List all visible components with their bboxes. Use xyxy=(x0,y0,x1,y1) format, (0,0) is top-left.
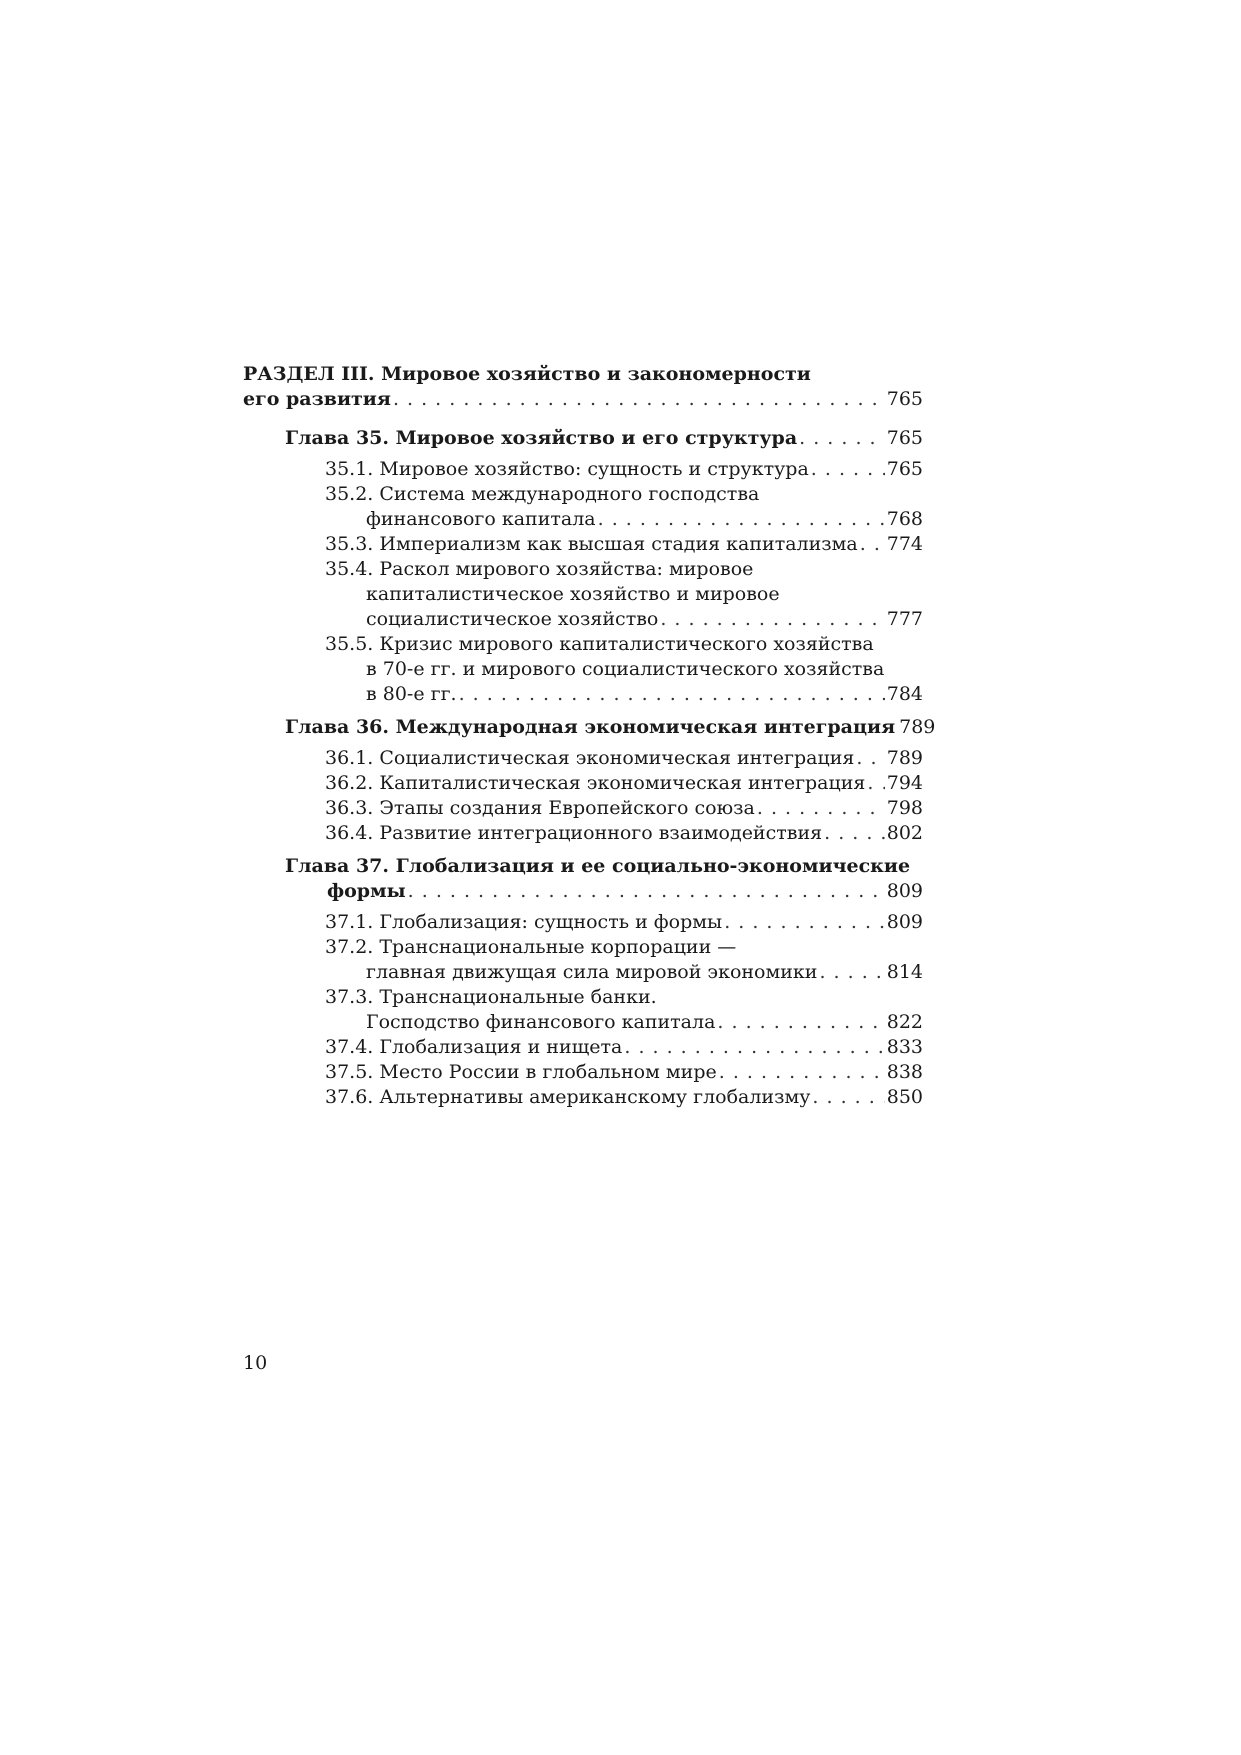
toc-item-37-5[interactable] xyxy=(325,1060,923,1085)
chapter-title: Глава 36. Международная экономическая интеграция xyxy=(285,716,896,738)
item-title: 37.2. Транснациональные корпорации — xyxy=(325,936,737,958)
item-title: 36.2. Капиталистическая экономическая интеграция xyxy=(325,772,866,794)
item-title-cont: Господство финансового капитала xyxy=(366,1011,716,1033)
item-title-cont: главная движущая сила мировой экономики xyxy=(366,961,818,983)
leader-dots xyxy=(819,960,884,985)
chapter-title-cont: формы xyxy=(327,880,406,902)
item-title: 37.1. Глобализация: сущность и формы xyxy=(325,911,723,933)
toc-item-36-2[interactable] xyxy=(325,771,923,796)
leader-dots xyxy=(867,771,884,796)
page-ref: 768 xyxy=(886,508,923,530)
item-title: 35.2. Система международного господства xyxy=(325,483,760,505)
item-title-cont: финансового капитала xyxy=(366,508,596,530)
item-title-cont: социалистическое хозяйство xyxy=(366,608,659,630)
page-ref: 850 xyxy=(886,1086,923,1108)
toc-item-36-4[interactable] xyxy=(325,821,923,846)
toc-item-37-2[interactable] xyxy=(325,935,923,985)
page-ref: 809 xyxy=(886,911,923,933)
item-title-cont: в 70-е гг. и мирового социалистического хозяйства xyxy=(366,658,885,680)
item-title: 35.1. Мировое хозяйство: сущность и структура xyxy=(325,458,809,480)
page-ref: 833 xyxy=(886,1036,923,1058)
page-ref: 774 xyxy=(886,533,923,555)
item-title: 36.3. Этапы создания Европейского союза xyxy=(325,797,755,819)
leader-dots xyxy=(856,746,884,771)
leader-dots xyxy=(719,1060,885,1085)
leader-dots xyxy=(824,821,885,846)
item-title: 37.3. Транснациональные банки. xyxy=(325,986,657,1008)
leader-dots xyxy=(724,910,885,935)
table-of-contents xyxy=(243,362,936,1110)
item-title: 37.6. Альтернативы американскому глобализму xyxy=(325,1086,811,1108)
page-ref: 809 xyxy=(886,880,923,902)
toc-item-36-1[interactable] xyxy=(325,746,923,771)
item-title: 35.5. Кризис мирового капиталистического хозяйства xyxy=(325,633,874,655)
page-ref: 794 xyxy=(886,772,923,794)
chapter-title: Глава 35. Мировое хозяйство и его структура xyxy=(285,427,798,449)
leader-dots xyxy=(408,879,885,904)
toc-item-36-3[interactable] xyxy=(325,796,923,821)
toc-item-37-3[interactable] xyxy=(325,985,923,1035)
item-title: 35.4. Раскол мирового хозяйства: мировое xyxy=(325,558,754,580)
toc-item-37-4[interactable] xyxy=(325,1035,923,1060)
toc-item-35-4[interactable] xyxy=(325,557,923,632)
page-ref: 814 xyxy=(886,961,923,983)
item-title: 37.5. Место России в глобальном мире xyxy=(325,1061,717,1083)
leader-dots xyxy=(624,1035,884,1060)
toc-item-37-1[interactable] xyxy=(325,910,923,935)
page-ref: 822 xyxy=(886,1011,923,1033)
toc-item-35-2[interactable] xyxy=(325,482,923,532)
page-number: 10 xyxy=(243,1352,268,1374)
section-title-line2: его развития xyxy=(243,388,391,410)
page-ref: 838 xyxy=(886,1061,923,1083)
item-title-cont: в 80-е гг. xyxy=(366,683,457,705)
page-ref: 765 xyxy=(886,458,923,480)
item-title: 35.3. Империализм как высшая стадия капитализма xyxy=(325,533,858,555)
toc-chapter-37[interactable] xyxy=(285,854,923,904)
toc-item-37-6[interactable] xyxy=(325,1085,923,1110)
chapter-title: Глава 37. Глобализация и ее социально-экономические xyxy=(285,855,911,877)
section-title-line1: РАЗДЕЛ III. Мировое хозяйство и закономерности xyxy=(243,363,811,385)
toc-chapter-36[interactable] xyxy=(285,715,936,740)
page-ref: 789 xyxy=(886,747,923,769)
leader-dots xyxy=(660,607,884,632)
page-ref: 765 xyxy=(886,388,923,410)
leader-dots xyxy=(598,507,885,532)
leader-dots xyxy=(757,796,885,821)
page-ref: 777 xyxy=(886,608,923,630)
page-ref: 784 xyxy=(886,683,923,705)
item-title: 36.1. Социалистическая экономическая интеграция xyxy=(325,747,855,769)
leader-dots xyxy=(459,682,885,707)
leader-dots xyxy=(393,387,885,412)
page-ref: 789 xyxy=(899,716,936,738)
page-ref: 802 xyxy=(886,822,923,844)
page-ref: 765 xyxy=(886,427,923,449)
leader-dots xyxy=(860,532,885,557)
item-title: 37.4. Глобализация и нищета xyxy=(325,1036,623,1058)
page-ref: 798 xyxy=(886,797,923,819)
toc-section-3[interactable] xyxy=(243,362,923,412)
item-title-cont: капиталистическое хозяйство и мировое xyxy=(366,583,780,605)
item-title: 36.4. Развитие интеграционного взаимодействия xyxy=(325,822,823,844)
toc-item-35-1[interactable] xyxy=(325,457,923,482)
leader-dots xyxy=(812,1085,884,1110)
leader-dots xyxy=(717,1010,884,1035)
leader-dots xyxy=(811,457,885,482)
toc-chapter-35[interactable] xyxy=(285,426,923,451)
leader-dots xyxy=(799,426,885,451)
toc-item-35-5[interactable] xyxy=(325,632,923,707)
toc-item-35-3[interactable] xyxy=(325,532,923,557)
